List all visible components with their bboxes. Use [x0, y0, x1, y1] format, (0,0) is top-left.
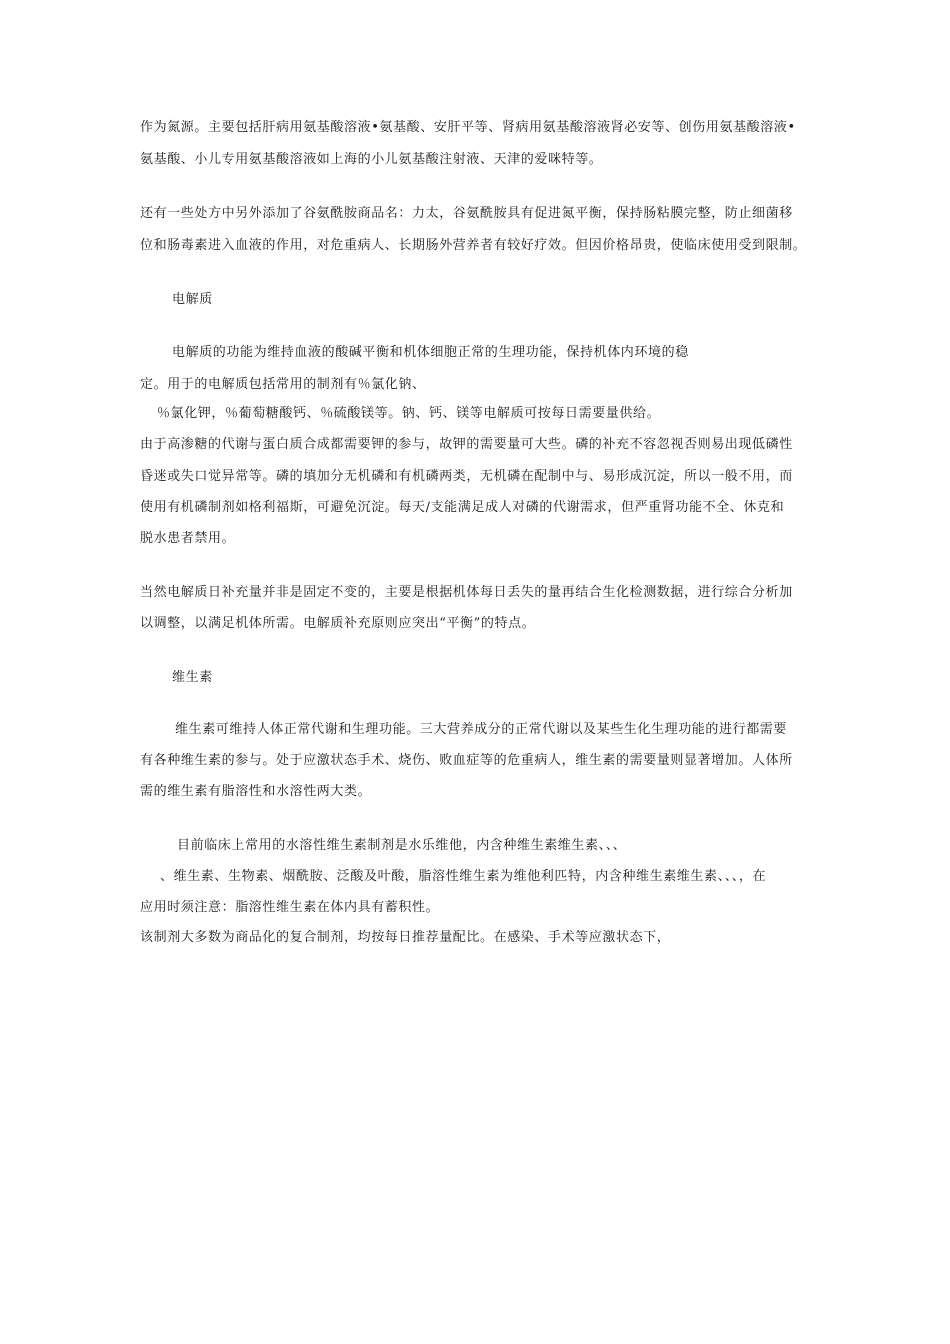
body-text-line: 位和肠毒素进入血液的作用，对危重病人、长期肠外营养者有较好疗效。但因价格昂贵，使临床使用受到限制。 — [140, 238, 807, 253]
body-text-line: 昏迷或失口觉异常等。磷的填加分无机磷和有机磷两类，无机磷在配制中与、易形成沉淀，所以一般不用，而 — [140, 469, 793, 484]
body-text-line: 该制剂大多数为商品化的复合制剂，均按每日推荐量配比。在感染、手术等应激状态下， — [140, 930, 671, 945]
body-text-line: 需的维生素有脂溶性和水溶性两大类。 — [140, 784, 372, 799]
body-text-line: ％氯化钾，％葡萄糖酸钙、％硫酸镁等。钠、钙、镁等电解质可按每日需要量供给。 — [157, 406, 661, 421]
body-text-line: 氨基酸、小儿专用氨基酸溶液如上海的小儿氨基酸注射液、天津的爱咪特等。 — [140, 152, 603, 167]
body-text-line: 使用有机磷制剂如格利福斯，可避免沉淀。每天/支能满足成人对磷的代谢需求，但严重肾功能不全、休克和 — [140, 500, 785, 515]
body-text-line: 电解质的功能为维持血液的酸碱平衡和机体细胞正常的生理功能，保持机体内环境的稳 — [172, 345, 689, 360]
body-text-line: 由于高渗糖的代谢与蛋白质合成都需要钾的参与，故钾的需要量可大些。磷的补充不容忽视否则易出现低磷性 — [140, 437, 793, 452]
body-text-line: 目前临床上常用的水溶性维生素制剂是水乐维他，内含种维生素维生素、、、 — [177, 838, 627, 853]
section-heading-vitamins: 维生素 — [172, 670, 213, 685]
body-text-line: 应用时须注意：脂溶性维生素在体内具有蓄积性。 — [140, 900, 440, 915]
body-text-line: 定。用于的电解质包括常用的制剂有％氯化钠、 — [140, 377, 426, 392]
body-text-line: 作为氮源。主要包括肝病用氨基酸溶液•氨基酸、安肝平等、肾病用氨基酸溶液肾必安等、创伤用氨基酸溶液• — [140, 120, 796, 135]
body-text-line: 还有一些处方中另外添加了谷氨酰胺商品名：力太，谷氨酰胺具有促进氮平衡，保持肠粘膜完整，防止细菌移 — [140, 206, 793, 221]
section-heading-electrolytes: 电解质 — [172, 292, 213, 307]
body-text-line: 有各种维生素的参与。处于应激状态手术、烧伤、败血症等的危重病人，维生素的需要量则显著增加。人体所 — [140, 753, 793, 768]
body-text-line: 维生素可维持人体正常代谢和生理功能。三大营养成分的正常代谢以及某些生化生理功能的进行都需要 — [175, 722, 788, 737]
body-text-line: 脱水患者禁用。 — [140, 531, 236, 546]
body-text-line: 当然电解质日补充量并非是固定不变的，主要是根据机体每日丢失的量再结合生化检测数据，进行综合分析加 — [140, 585, 793, 600]
body-text-line: 、维生素、生物素、烟酰胺、泛酸及叶酸，脂溶性维生素为维他利匹特，内含种维生素维生素、、、，在 — [160, 869, 767, 884]
body-text-line: 以调整，以满足机体所需。电解质补充原则应突出“平衡”的特点。 — [140, 616, 536, 631]
